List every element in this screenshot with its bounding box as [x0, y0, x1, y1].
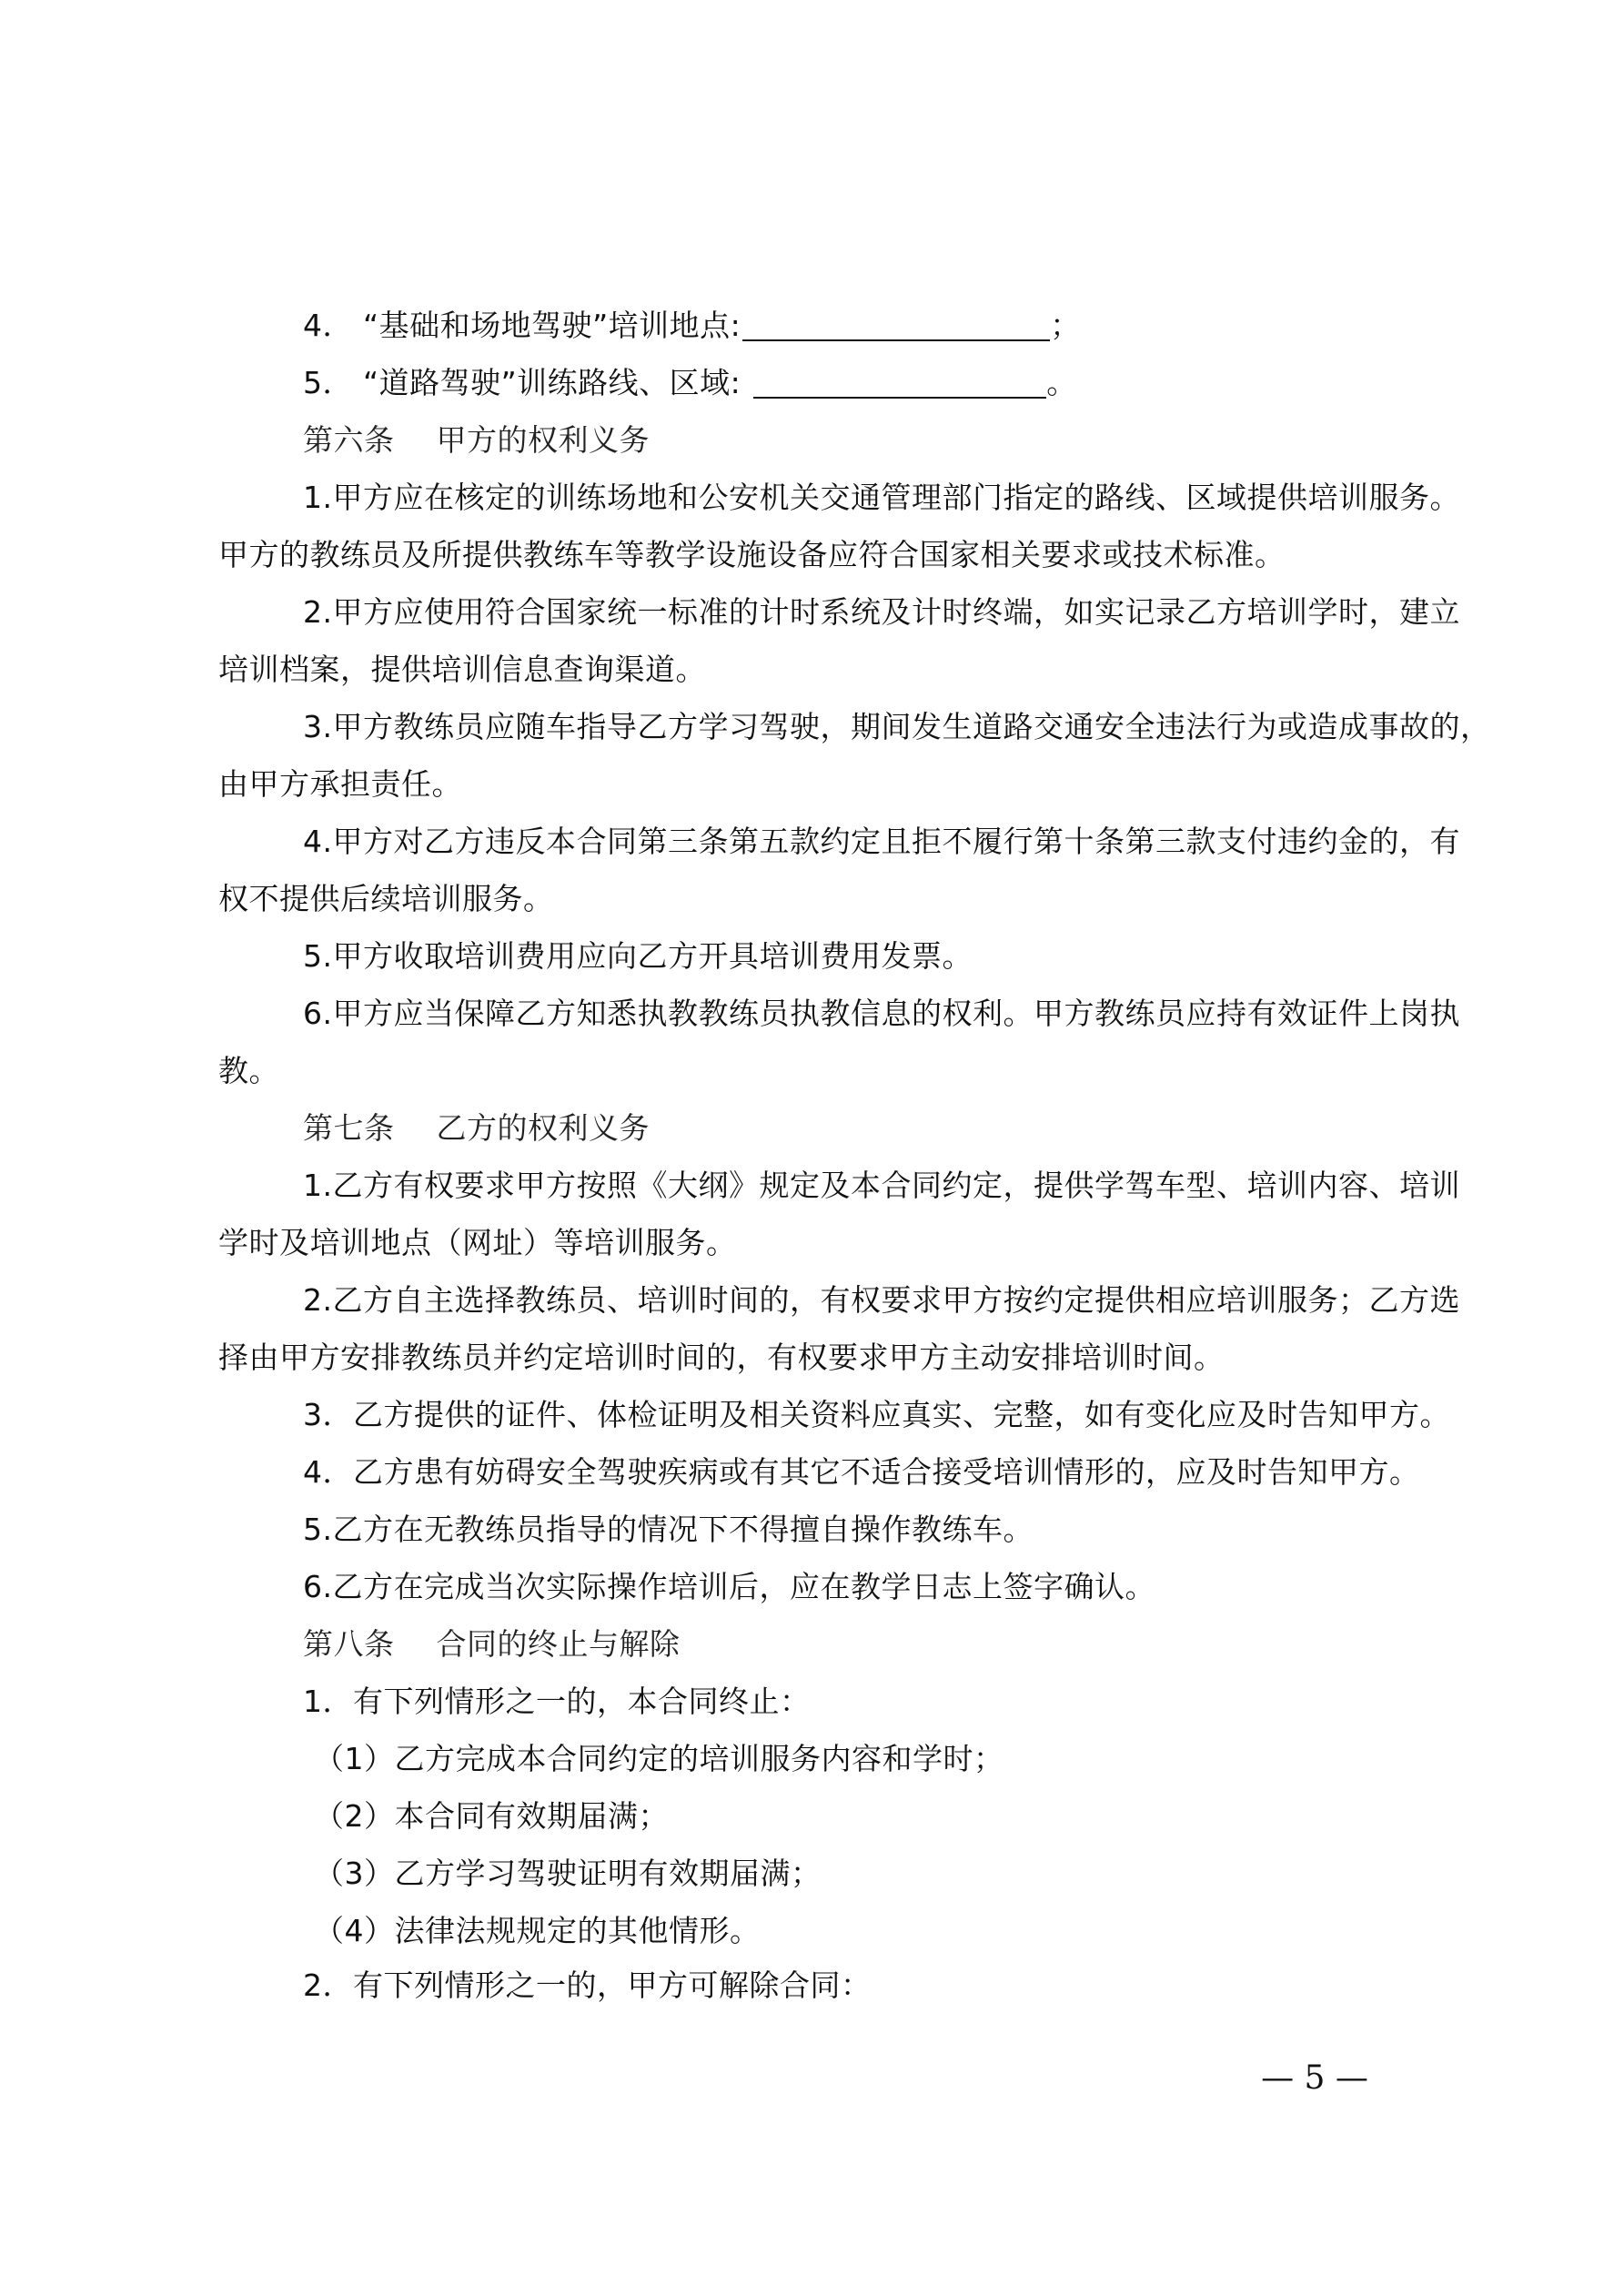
item-4-label: 4． “基础和场地驾驶”培训地点: — [303, 308, 741, 343]
a6-paragraph-line: 教。 — [218, 1053, 279, 1088]
item-5-road-route — [303, 354, 1437, 411]
article-6-heading — [303, 411, 1437, 469]
item-4-suffix: ； — [1050, 308, 1081, 343]
a8-paragraph-line: 1．有下列情形之一的，本合同终止： — [303, 1684, 811, 1719]
a8-list-item: （1）乙方完成本合同约定的培训服务内容和学时； — [314, 1741, 1004, 1776]
article-6-title: 甲方的权利义务 — [436, 422, 650, 458]
a6-paragraph-line: 1.甲方应在核定的训练场地和公安机关交通管理部门指定的路线、区域提供培训服务。 — [303, 480, 1460, 515]
article-8-number: 第八条 — [303, 1626, 395, 1662]
a7-paragraph-line: 4．乙方患有妨碍安全驾驶疾病或有其它不适合接受培训情形的，应及时告知甲方。 — [303, 1454, 1420, 1490]
a7-paragraph-line: 学时及培训地点（网址）等培训服务。 — [218, 1225, 737, 1260]
a6-paragraph-line: 权不提供后续培训服务。 — [218, 881, 554, 916]
article-6-number: 第六条 — [303, 422, 395, 458]
item-5-label: 5． “道路驾驶”训练路线、区域: — [303, 365, 741, 400]
article-8-heading — [303, 1615, 1437, 1673]
article-7-heading — [303, 1099, 1437, 1157]
a6-paragraph-line: 6.甲方应当保障乙方知悉执教教练员执教信息的权利。甲方教练员应持有效证件上岗执 — [303, 996, 1460, 1031]
article-7-title: 乙方的权利义务 — [436, 1110, 650, 1146]
a8-list-item: （2）本合同有效期届满； — [314, 1798, 669, 1834]
a7-paragraph-line: 5.乙方在无教练员指导的情况下不得擅自操作教练车。 — [303, 1512, 1034, 1547]
item-5-suffix: 。 — [1046, 365, 1077, 400]
item-5-blank-field[interactable] — [753, 364, 1046, 399]
a8-paragraph-line: 2．有下列情形之一的，甲方可解除合同： — [303, 1967, 872, 2003]
a6-paragraph-line: 5.甲方收取培训费用应向乙方开具培训费用发票。 — [303, 938, 973, 974]
a6-paragraph-line: 2.甲方应使用符合国家统一标准的计时系统及计时终端，如实记录乙方培训学时，建立 — [303, 594, 1460, 630]
a7-paragraph-line: 1.乙方有权要求甲方按照《大纲》规定及本合同约定，提供学驾车型、培训内容、培训 — [303, 1168, 1460, 1203]
item-4-blank-field[interactable] — [742, 307, 1050, 341]
page-number: — 5 — — [1261, 2059, 1368, 2097]
a6-paragraph-line: 培训档案，提供培训信息查询渠道。 — [218, 652, 706, 687]
a8-list-item: （4）法律法规规定的其他情形。 — [314, 1913, 761, 1948]
a7-paragraph-line: 6.乙方在完成当次实际操作培训后，应在教学日志上签字确认。 — [303, 1569, 1155, 1604]
a7-paragraph-line: 2.乙方自主选择教练员、培训时间的，有权要求甲方按约定提供相应培训服务；乙方选 — [303, 1282, 1460, 1318]
article-7-number: 第七条 — [303, 1110, 395, 1146]
item-4-training-location — [303, 297, 1437, 354]
a6-paragraph-line: 由甲方承担责任。 — [218, 766, 462, 802]
a6-paragraph-line: 甲方的教练员及所提供教练车等教学设施设备应符合国家相关要求或技术标准。 — [218, 537, 1286, 572]
a8-list-item: （3）乙方学习驾驶证明有效期届满； — [314, 1856, 822, 1891]
a7-paragraph-line: 择由甲方安排教练员并约定培训时间的，有权要求甲方主动安排培训时间。 — [218, 1340, 1225, 1375]
a6-paragraph-line: 3.甲方教练员应随车指导乙方学习驾驶，期间发生道路交通安全违法行为或造成事故的， — [303, 709, 1491, 744]
article-8-title: 合同的终止与解除 — [436, 1626, 681, 1662]
a7-paragraph-line: 3．乙方提供的证件、体检证明及相关资料应真实、完整，如有变化应及时告知甲方。 — [303, 1397, 1450, 1432]
a6-paragraph-line: 4.甲方对乙方违反本合同第三条第五款约定且拒不履行第十条第三款支付违约金的，有 — [303, 824, 1460, 859]
